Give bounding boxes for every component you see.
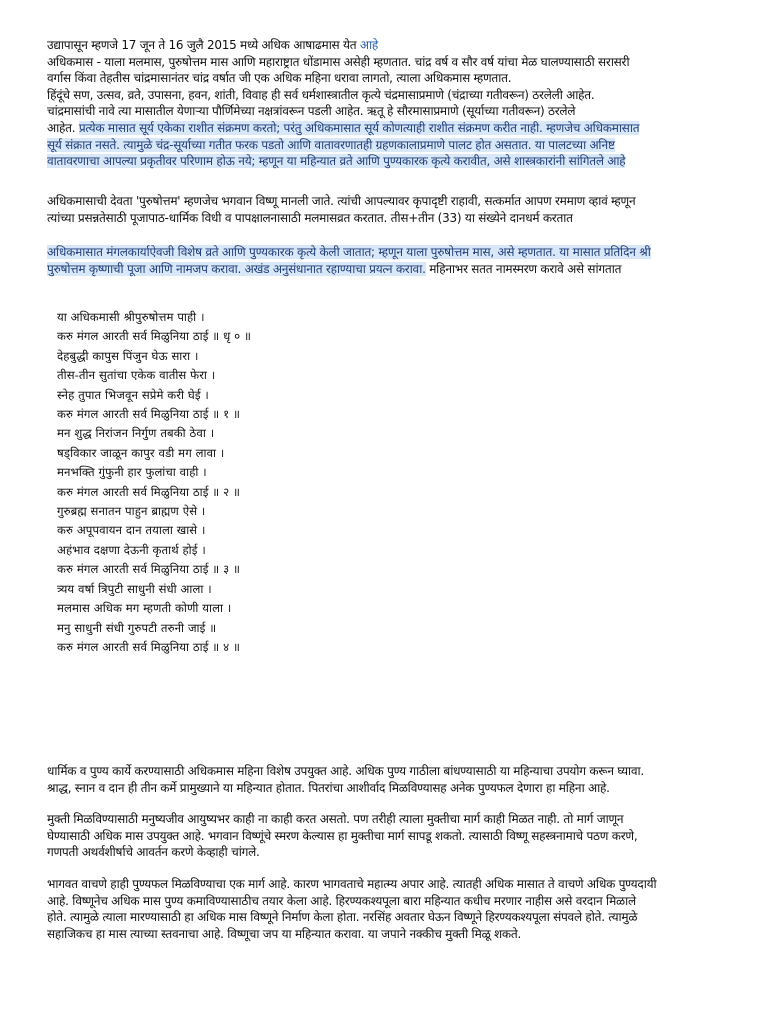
poem-refrain: करु मंगल आरती सर्व मिळुनिया ठाई ॥ १ ॥ (57, 407, 241, 422)
poem-line: मलमास अधिक मग म्हणती कोणी याला । (57, 601, 232, 616)
aarti-poem (57, 308, 737, 657)
intro-highlight-line (47, 137, 727, 154)
intro-line-mixed (47, 120, 727, 137)
intro-highlight-text: सूर्य संक्रात नसते. त्यामुळे चंद्र-सूर्याच्या गतीत फरक पडतो आणि वातावरणातही ग्रहणकालाप्रमाणे पालट होत असतात. या पालटच्या अनिष्ट (47, 137, 615, 152)
intro-line: हिंदूंचे सण, उत्सव, व्रते, उपासना, हवन, शांती, विवाह ही सर्व धर्मशास्त्रातील कृत्ये चंद्रमासाप्रमाणे (चंद्राच्या गतीवरून) ठरलेली आहेत. (47, 87, 595, 102)
paragraph-line: अधिकमासाची देवता 'पुरुषोत्तम' म्हणजेच भगवान विष्णू मानली जाते. त्यांची आपल्यावर कृपादृष्टी राहावी, सत्कर्मात आपण रममाण व्हावं म्हणून (47, 194, 636, 208)
plain-text: महिनाभर सतत नामस्मरण करावे असे सांगतात (425, 261, 622, 276)
poem-line: या अधिकमासी श्रीपुरुषोत्तम पाही । (57, 310, 205, 324)
paragraph-line: त्यांच्या प्रसन्नतेसाठी पूजापाठ-धार्मिक विधी व पापक्षालनासाठी मलमासव्रत करतात. तीस+तीन (33) या संख्येने दानधर्म करतात (47, 210, 573, 225)
intro-highlight-text: प्रत्येक मासात सूर्य एकेका राशीत संक्रमण करतो; परंतु अधिकमासात सूर्य कोणत्याही राशीत संक्रमण करीत नाही. म्हणजेच अधिकमासात (78, 120, 640, 135)
paragraph-line-mixed (47, 261, 727, 278)
intro-heading-accent: आहे (359, 38, 378, 52)
benefits-section (47, 763, 727, 942)
intro-line: वर्गास किंवा तेहतीस चांद्रमासानंतर चांद्र वर्षात जी एक अधिक महिना धरावा लागतो, त्याला अधिकमास म्हणतात. (47, 71, 512, 86)
poem-refrain: करु मंगल आरती सर्व मिळुनिया ठाई ॥ २ ॥ (57, 484, 241, 499)
poem-line: गुरुब्रह्म सनातन पाहुन ब्राह्मण ऐसे । (57, 504, 206, 519)
intro-heading-text: उद्यापासून म्हणजे 17 जून ते 16 जुलै 2015 मध्ये अधिक आषाढमास येत (47, 38, 360, 52)
moksha-paragraph (47, 811, 727, 861)
deity-paragraph (47, 193, 727, 226)
intro-line-start: आहेत. (47, 120, 79, 135)
bhagwat-paragraph (47, 876, 727, 942)
poem-line: मनु साधुनी संधी गुरुपटी तरुनी जाई ॥ (57, 620, 217, 635)
paragraph-line: गणपती अथर्वशीर्षाचे आवर्तन करणे केव्हाही चांगले. (47, 845, 260, 860)
poem-line: मन शुद्ध निरांजन निर्गुण तबकी ठेवा । (57, 426, 215, 441)
purushottam-paragraph (47, 244, 727, 277)
paragraph-line: घेण्यासाठी अधिक मास उपयुक्त आहे. भगवान विष्णूंचे स्मरण केल्यास हा मुक्तीचा मार्ग सापडू शकतो. त्यासाठी विष्णू सहस्त्रनामाचे पठण करणे, (47, 828, 638, 843)
intro-highlight-text: वातावरणाचा आपल्या प्रकृतीवर परिणाम होऊ नये; म्हणून या महिन्यात व्रते आणि पुण्यकारक कृत्ये करावीत, असे शास्त्रकारांनी सांगितले आहे (47, 154, 626, 169)
poem-line: स्नेह तुपात भिजवून सप्रेमे करी घेई । (57, 387, 209, 402)
paragraph-line-highlighted (47, 244, 727, 261)
poem-line: करु अपूपवायन दान तयाला खासे । (57, 523, 206, 538)
poem-line: षड्विकार जाळून कापुर वडी मग लावा । (57, 445, 225, 460)
benefits-paragraph (47, 763, 727, 796)
paragraph-line: आहे. विष्णूनेच अधिक मास पुण्य कमाविण्यासाठीच तयार केला आहे. हिरण्यकश्यपूला बारा महिन्यात कधीच मरणार नाहीस असे वरदान मिळाले (47, 893, 636, 908)
intro-heading (47, 37, 727, 54)
highlight-text: अधिकमासात मंगलकार्याऐवजी विशेष व्रते आणि पुण्यकारक कृत्ये केली जातात; म्हणून याला पुरुषोत्तम मास, असे म्हणतात. या मासात प्रतिदिन श्री (47, 245, 651, 259)
intro-line: चांद्रमासांची नावे त्या मासातील येणाऱ्या पौर्णिमेच्या नक्षत्रांवरून पडली आहेत. ऋतू हे सौरमासाप्रमाणे (सूर्याच्या गतीवरून) ठरलेले (47, 104, 576, 119)
intro-highlight-line (47, 153, 727, 170)
poem-line: त्र्यय वर्षा त्रिपुटी साधुनी संधी आला । (57, 581, 212, 596)
intro-section (47, 37, 727, 170)
poem-refrain: करु मंगल आरती सर्व मिळुनिया ठाई ॥ धृ ० ॥ (57, 329, 252, 344)
poem-line: मनभक्ति गुंफुनी हार फुलांचा वाही । (57, 465, 207, 480)
poem-refrain: करु मंगल आरती सर्व मिळुनिया ठाई ॥ ४ ॥ (57, 639, 241, 654)
poem-line: तीस-तीन सुतांचा एकेक वातीस फेरा । (57, 368, 216, 383)
paragraph-line: धार्मिक व पुण्य कार्ये करण्यासाठी अधिकमास महिना विशेष उपयुक्त आहे. अधिक पुण्य गाठीला बांधण्यासाठी या महिन्याचा उपयोग करून घ्यावा. (47, 764, 644, 778)
paragraph-line: भागवत वाचणे हाही पुण्यफल मिळविण्याचा एक मार्ग आहे. कारण भागवताचे महात्म्य अपार आहे. त्यातही अधिक मासात ते वाचणे अधिक पुण्यदायी (47, 876, 657, 891)
paragraph-line: सहाजिकच हा मास त्याच्या स्तवनाचा आहे. विष्णूचा जप या महिन्यात करावा. या जपाने नक्कीच मुक्ती मिळू शकते. (47, 926, 522, 941)
paragraph-line: श्राद्ध, स्नान व दान ही तीन कर्मे प्रामुख्याने या महिन्यात होतात. पितरांचा आशीर्वाद मिळविण्यासह अनेक पुण्यफल देणारा हा महिना आहे. (47, 780, 610, 795)
poem-line: देहबुद्धी कापुस पिंजुन घेऊ सारा । (57, 348, 199, 363)
poem-refrain: करु मंगल आरती सर्व मिळुनिया ठाई ॥ ३ ॥ (57, 562, 241, 577)
intro-line: अधिकमास - याला मलमास, पुरुषोत्तम मास आणि महाराष्ट्रात धोंडामास असेही म्हणतात. चांद्र वर्ष व सौर वर्ष यांचा मेळ घालण्यासाठी सरासरी (47, 54, 630, 69)
paragraph-line: मुक्ती मिळविण्यासाठी मनुष्यजीव आयुष्यभर काही ना काही करत असतो. पण तरीही त्याला मुक्तीचा मार्ग काही मिळत नाही. तो मार्ग जाणून (47, 812, 624, 827)
paragraph-line: होते. त्यामुळे त्याला मारण्यासाठी हा अधिक मास विष्णूने निर्माण केला होता. नरसिंह अवतार घेऊन विष्णूने हिरण्यकश्यपूला संपवले होते. त्यामुळे (47, 910, 638, 925)
highlight-text: पुरुषोत्तम कृष्णाची पूजा आणि नामजप करावा. अखंड अनुसंधानात रहाण्याचा प्रयत्न करावा. (47, 261, 426, 276)
poem-line: अहंभाव दक्षणा देऊनी कृतार्थ होई । (57, 542, 206, 557)
